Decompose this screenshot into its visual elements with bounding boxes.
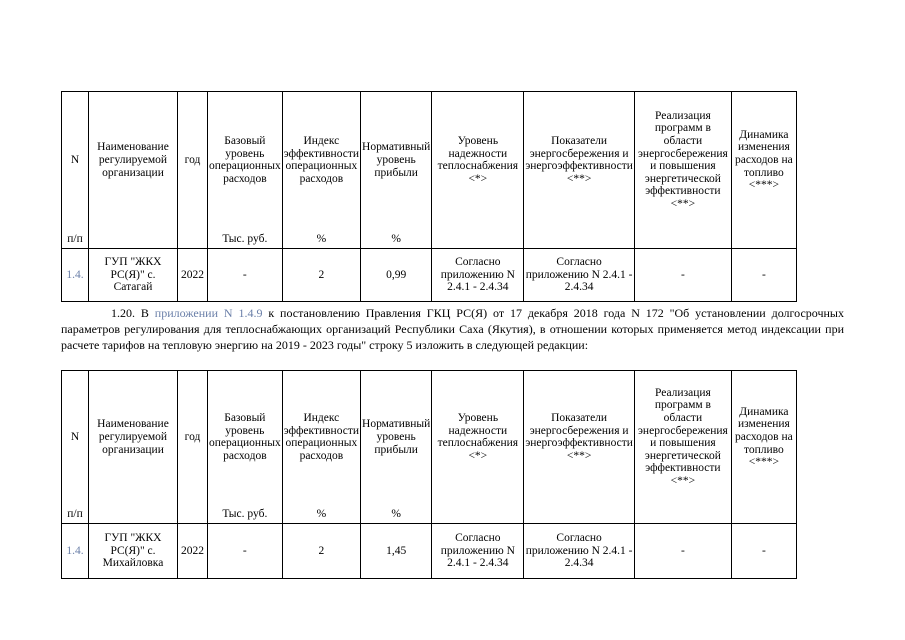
cell-efficiency-index: 2 bbox=[282, 524, 360, 579]
header-fuel-dynamics: Динамика изменения расходов на топливо <***> bbox=[731, 371, 796, 504]
unit-energy-saving bbox=[524, 504, 635, 524]
cell-fuel-dynamics: - bbox=[731, 249, 796, 302]
unit-year bbox=[178, 229, 208, 249]
unit-profit-level: % bbox=[361, 229, 432, 249]
header-n: N bbox=[62, 371, 89, 504]
cell-base-opex: - bbox=[208, 524, 283, 579]
cell-n: 1.4. bbox=[62, 249, 89, 302]
cell-year: 2022 bbox=[178, 524, 208, 579]
header-profit-level: Нормативный уровень прибыли bbox=[361, 92, 432, 229]
unit-base-opex: Тыс. руб. bbox=[208, 229, 283, 249]
table-row bbox=[62, 524, 797, 579]
cell-reliability: Согласно приложению N 2.4.1 - 2.4.34 bbox=[432, 249, 524, 302]
header-efficiency-index: Индекс эффективности операционных расходов bbox=[282, 371, 360, 504]
unit-profit-level: % bbox=[361, 504, 432, 524]
header-efficiency-index: Индекс эффективности операционных расходов bbox=[282, 92, 360, 229]
unit-fuel-dynamics bbox=[731, 504, 796, 524]
unit-programs bbox=[634, 504, 731, 524]
cell-n: 1.4. bbox=[62, 524, 89, 579]
header-year: год bbox=[178, 92, 208, 229]
unit-efficiency-index: % bbox=[282, 229, 360, 249]
cell-programs: - bbox=[634, 524, 731, 579]
header-organization: Наименование регулируемой организации bbox=[89, 92, 178, 229]
header-programs: Реализация программ в области энергосбережения и повышения энергетической эффективности <**> bbox=[634, 371, 731, 504]
header-year: год bbox=[178, 371, 208, 504]
header-reliability: Уровень надежности теплоснабжения <*> bbox=[432, 92, 524, 229]
header-energy-saving: Показатели энергосбережения и энергоэффективности <**> bbox=[524, 92, 635, 229]
unit-n: п/п bbox=[62, 504, 89, 524]
unit-efficiency-index: % bbox=[282, 504, 360, 524]
amendment-paragraph bbox=[61, 305, 844, 354]
unit-base-opex: Тыс. руб. bbox=[208, 504, 283, 524]
header-fuel-dynamics: Динамика изменения расходов на топливо <***> bbox=[731, 92, 796, 229]
unit-programs bbox=[634, 229, 731, 249]
unit-year bbox=[178, 504, 208, 524]
header-profit-level: Нормативный уровень прибыли bbox=[361, 371, 432, 504]
unit-reliability bbox=[432, 229, 524, 249]
cell-profit-level: 1,45 bbox=[361, 524, 432, 579]
cell-fuel-dynamics: - bbox=[731, 524, 796, 579]
paragraph-part-1: 1.20. В bbox=[111, 306, 155, 320]
appendix-link[interactable]: приложении N 1.4.9 bbox=[154, 306, 263, 320]
unit-organization bbox=[89, 229, 178, 249]
header-programs: Реализация программ в области энергосбережения и повышения энергетической эффективности <**> bbox=[634, 92, 731, 229]
table-2 bbox=[61, 370, 797, 579]
cell-organization: ГУП "ЖКХ РС(Я)" с. Сатагай bbox=[89, 249, 178, 302]
unit-energy-saving bbox=[524, 229, 635, 249]
cell-organization: ГУП "ЖКХ РС(Я)" с. Михайловка bbox=[89, 524, 178, 579]
unit-n: п/п bbox=[62, 229, 89, 249]
unit-reliability bbox=[432, 504, 524, 524]
table-1 bbox=[61, 91, 797, 302]
cell-energy-saving: Согласно приложению N 2.4.1 - 2.4.34 bbox=[524, 524, 635, 579]
header-organization: Наименование регулируемой организации bbox=[89, 371, 178, 504]
cell-programs: - bbox=[634, 249, 731, 302]
paragraph-part-2: к постановлению Правления ГКЦ РС(Я) от 17 декабря 2018 года N 172 "Об установлении долгосрочных параметров регулирования для теплоснабжающих организаций Республики Саха (Якутия), в отношении которых применяется метод индексации при расчете тарифов на тепловую энергию на 2019 - 2023 годы" строку 5 изложить в следующей редакции: bbox=[61, 306, 844, 353]
header-base-opex: Базовый уровень операционных расходов bbox=[208, 92, 283, 229]
cell-profit-level: 0,99 bbox=[361, 249, 432, 302]
header-reliability: Уровень надежности теплоснабжения <*> bbox=[432, 371, 524, 504]
header-energy-saving: Показатели энергосбережения и энергоэффективности <**> bbox=[524, 371, 635, 504]
cell-energy-saving: Согласно приложению N 2.4.1 - 2.4.34 bbox=[524, 249, 635, 302]
cell-year: 2022 bbox=[178, 249, 208, 302]
unit-organization bbox=[89, 504, 178, 524]
cell-reliability: Согласно приложению N 2.4.1 - 2.4.34 bbox=[432, 524, 524, 579]
header-n: N bbox=[62, 92, 89, 229]
cell-base-opex: - bbox=[208, 249, 283, 302]
unit-fuel-dynamics bbox=[731, 229, 796, 249]
cell-efficiency-index: 2 bbox=[282, 249, 360, 302]
header-base-opex: Базовый уровень операционных расходов bbox=[208, 371, 283, 504]
table-row bbox=[62, 249, 797, 302]
